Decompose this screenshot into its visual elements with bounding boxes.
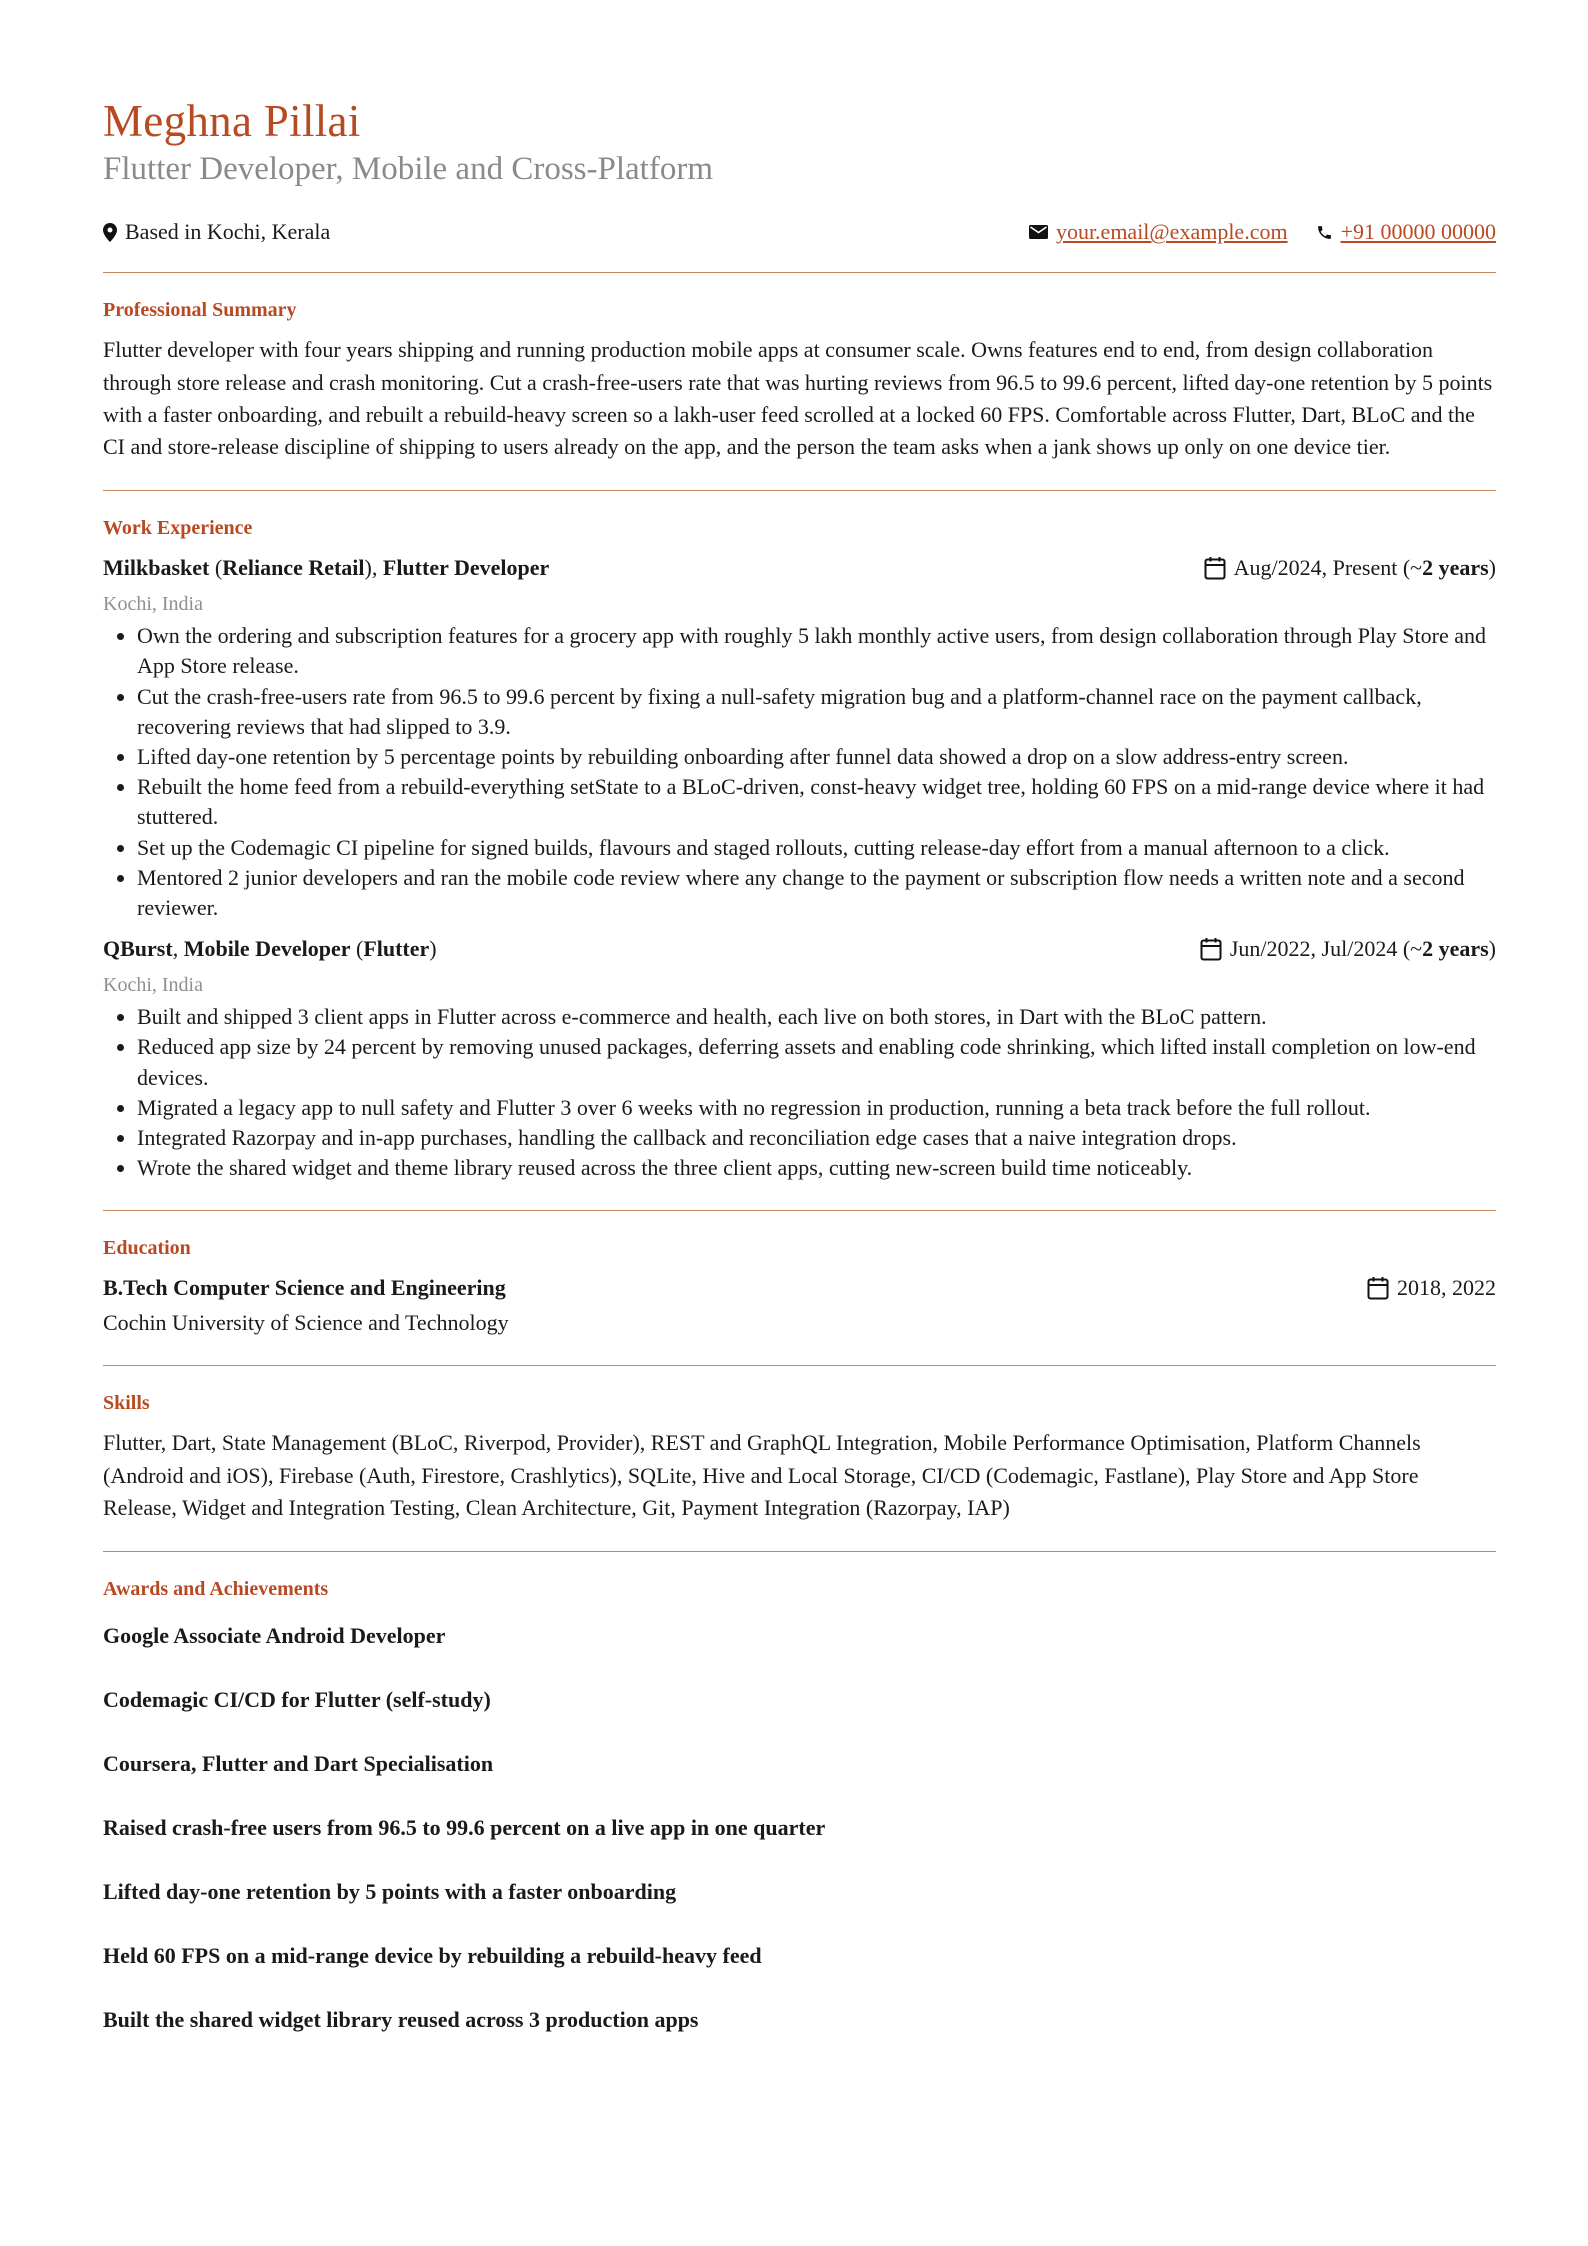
experience-section — [103, 491, 1496, 1183]
award-item: Lifted day-one retention by 5 points with a faster onboarding — [103, 1879, 677, 1905]
award-item: Built the shared widget library reused across 3 production apps — [103, 2007, 699, 2033]
section-title-awards: Awards and Achievements — [103, 1578, 329, 1601]
location-pin-icon — [103, 223, 117, 242]
phone-link[interactable]: +91 00000 00000 — [1340, 219, 1496, 245]
degree-name: B.Tech Computer Science and Engineering — [103, 1275, 506, 1301]
list-item: • Own the ordering and subscription features for a grocery app with roughly 5 lakh monthly active users, from design collaboration through Play Store and App Store release. — [137, 621, 1496, 681]
list-item: • Cut the crash-free-users rate from 96.5 to 99.6 percent by fixing a null-safety migration bug and a platform-channel race on the payment callback, recovering reviews that had slipped to 3.9. — [137, 682, 1496, 742]
section-title-summary: Professional Summary — [103, 299, 297, 322]
email-item — [1029, 219, 1288, 245]
summary-section — [103, 273, 1496, 463]
job-dates: Aug/2024, Present (~ 2 years ) — [1204, 555, 1496, 581]
list-item: • Rebuilt the home feed from a rebuild-everything setState to a BLoC-driven, const-heavy widget tree, holding 60 FPS on a mid-range device where it had stuttered. — [137, 772, 1496, 832]
email-link[interactable]: your.email@example.com — [1055, 219, 1288, 245]
award-item: Google Associate Android Developer — [103, 1623, 446, 1649]
skills-text: Flutter, Dart, State Management (BLoC, Riverpod, Provider), REST and GraphQL Integration, Mobile Performance Optimisation, Platform Channels (Android and iOS), Firebase (Auth, Firestore, Crashlytics), SQLite, Hive and Local Storage, CI/CD (Codemagic, Fastlane), Play Store and App Store Release, Widget and Integration Testing, Clean Architecture, Git, Payment Integration (Razorpay, IAP) — [103, 1430, 1421, 1520]
list-item: • Reduced app size by 24 percent by removing unused packages, deferring assets and enabling code shrinking, which lifted install completion on low-end devices. — [137, 1032, 1496, 1092]
job-location: Kochi, India — [103, 593, 203, 616]
award-item: Coursera, Flutter and Dart Specialisation — [103, 1751, 494, 1777]
list-item: • Integrated Razorpay and in-app purchases, handling the callback and reconciliation edge cases that a naive integration drops. — [137, 1123, 1496, 1153]
phone-icon — [1316, 224, 1333, 241]
resume-page — [103, 96, 1496, 2035]
section-title-skills: Skills — [103, 1392, 150, 1415]
calendar-icon — [1200, 937, 1222, 961]
list-item: • Lifted day-one retention by 5 percentage points by rebuilding onboarding after funnel data showed a drop on a slow address-entry screen. — [137, 742, 1496, 772]
award-item: Codemagic CI/CD for Flutter (self-study) — [103, 1687, 491, 1713]
job-dates: Jun/2022, Jul/2024 (~ 2 years ) — [1200, 936, 1496, 962]
institution-name: Cochin University of Science and Technology — [103, 1310, 509, 1336]
phone-item — [1316, 219, 1496, 245]
calendar-icon — [1367, 1276, 1389, 1300]
awards-section — [103, 1552, 1496, 2035]
calendar-icon — [1204, 556, 1226, 580]
list-item: • Mentored 2 junior developers and ran the mobile code review where any change to the payment or subscription flow needs a written note and a second reviewer. — [137, 863, 1496, 923]
education-dates: 2018, 2022 — [1367, 1275, 1496, 1301]
job-title-line: Milkbasket (Reliance Retail), Flutter Developer — [103, 555, 550, 581]
summary-text: Flutter developer with four years shipping and running production mobile apps at consumer scale. Owns features end to end, from design collaboration through store release and crash monitoring. Cut a crash-free-users rate that was hurting reviews from 96.5 to 99.6 percent, lifted day-one retention by 5 points with a faster onboarding, and rebuilt a rebuild-heavy screen so a lakh-user feed scrolled at a locked 60 FPS. Comfortable across Flutter, Dart, BLoC and the CI and store-release discipline of shipping to users already on the app, and the person the team asks when a jank shows up only on one device tier. — [103, 337, 1493, 459]
envelope-icon — [1029, 225, 1048, 239]
awards-list — [103, 1621, 1496, 2035]
award-item: Held 60 FPS on a mid-range device by rebuilding a rebuild-heavy feed — [103, 1943, 762, 1969]
skills-section — [103, 1366, 1496, 1524]
award-item: Raised crash-free users from 96.5 to 99.6 percent on a live app in one quarter — [103, 1815, 826, 1841]
location-item — [103, 219, 330, 245]
job-bullets — [103, 1002, 1496, 1183]
job-bullets — [103, 621, 1496, 923]
contact-bar — [103, 219, 1496, 245]
job-entry-qburst — [103, 933, 1496, 1183]
list-item: • Set up the Codemagic CI pipeline for signed builds, flavours and staged rollouts, cutting release-day effort from a manual afternoon to a click. — [137, 833, 1496, 863]
section-title-education: Education — [103, 1237, 191, 1260]
list-item: • Wrote the shared widget and theme library reused across the three client apps, cutting new-screen build time noticeably. — [137, 1153, 1496, 1183]
education-section — [103, 1211, 1496, 1338]
list-item: • Migrated a legacy app to null safety and Flutter 3 over 6 weeks with no regression in production, running a beta track before the full rollout. — [137, 1093, 1496, 1123]
candidate-name: Meghna Pillai — [103, 96, 361, 146]
candidate-headline: Flutter Developer, Mobile and Cross-Platform — [103, 150, 713, 187]
job-title-line: QBurst, Mobile Developer (Flutter) — [103, 936, 437, 962]
location-text: Based in Kochi, Kerala — [125, 219, 331, 245]
section-title-experience: Work Experience — [103, 517, 253, 540]
job-entry-milkbasket — [103, 552, 1496, 923]
job-location: Kochi, India — [103, 974, 203, 997]
list-item: • Built and shipped 3 client apps in Flutter across e-commerce and health, each live on both stores, in Dart with the BLoC pattern. — [137, 1002, 1496, 1032]
